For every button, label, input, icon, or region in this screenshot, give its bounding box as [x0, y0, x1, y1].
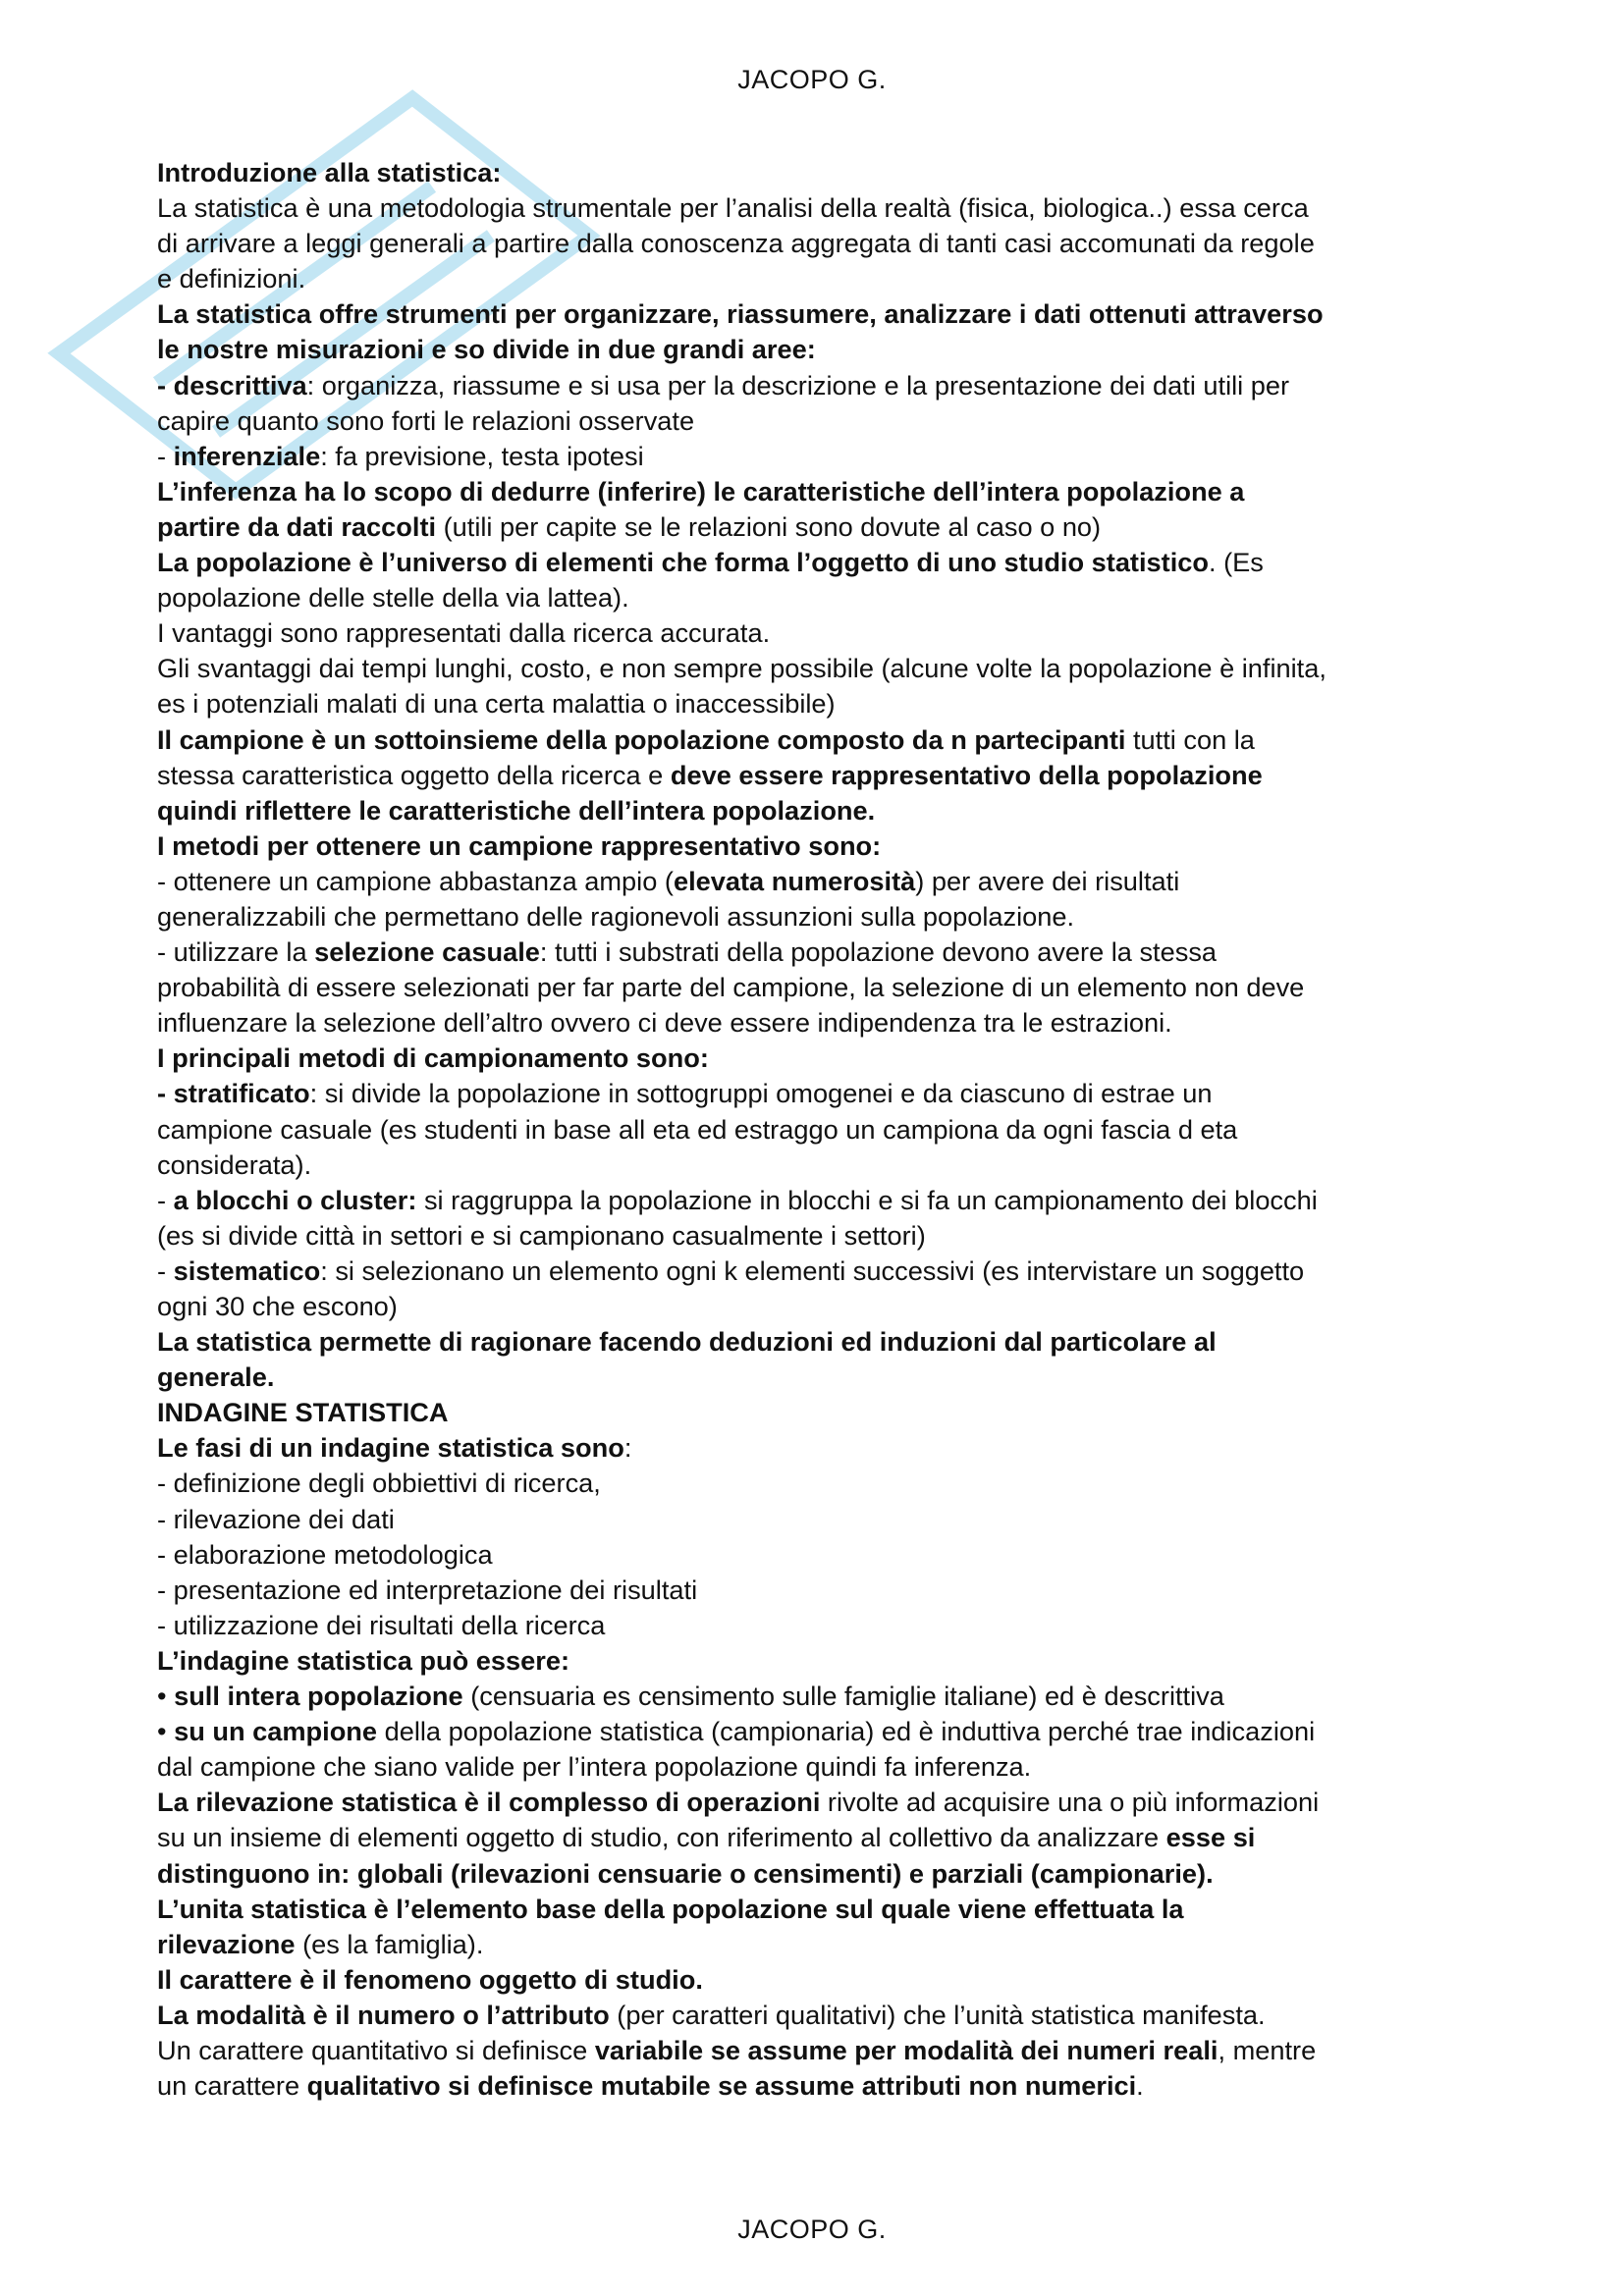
body-text: ogni 30 che escono) — [157, 1291, 398, 1321]
bold-text: rilevazione — [157, 1928, 296, 1959]
bold-text: La statistica offre strumenti per organizzare, riassumere, analizzare i dati ottenuti attraverso — [157, 298, 1324, 330]
text-line — [157, 155, 1492, 190]
bold-text: elevata numerosità — [673, 865, 916, 896]
body-text: su un insieme di elementi oggetto di studio, con riferimento al collettivo da analizzare — [157, 1822, 1166, 1853]
body-text: di arrivare a leggi generali a partire dalla conoscenza aggregata di tanti casi accomunati da regole — [157, 228, 1315, 259]
text-line — [157, 934, 1492, 970]
text-line — [157, 332, 1492, 367]
bold-text: variabile se assume per modalità dei numeri reali — [594, 2034, 1218, 2065]
text-line — [157, 1537, 1492, 1573]
text-line — [157, 828, 1492, 864]
text-line — [157, 1962, 1492, 1998]
bold-text: L’indagine statistica può essere: — [157, 1644, 570, 1676]
body-text: , mentre — [1218, 2034, 1317, 2065]
body-text: rivolte ad acquisire una o più informazioni — [820, 1787, 1320, 1818]
text-line — [157, 296, 1492, 332]
body-text: - presentazione ed interpretazione dei risultati — [157, 1574, 698, 1605]
text-line — [157, 615, 1492, 651]
body-text: un carattere — [157, 2070, 307, 2102]
bold-text: INDAGINE STATISTICA — [157, 1397, 449, 1428]
bold-text: sull intera popolazione — [174, 1681, 463, 1712]
body-text: . — [1136, 2070, 1144, 2102]
bold-text: le nostre misurazioni e so divide in due grandi aree: — [157, 334, 816, 365]
text-line — [157, 1927, 1492, 1962]
bold-text: I metodi per ottenere un campione rappresentativo sono: — [157, 829, 882, 861]
bold-text: sistematico — [173, 1255, 321, 1286]
body-text: es i potenziali malati di una certa malattia o inaccessibile) — [157, 688, 836, 720]
body-text: - — [157, 440, 174, 471]
body-text: . (Es — [1209, 547, 1264, 578]
bold-text: Il carattere è il fenomeno oggetto di studio. — [157, 1963, 703, 1995]
body-text: - rilevazione dei dati — [157, 1503, 395, 1534]
body-text: - utilizzare la — [157, 936, 315, 968]
text-line — [157, 474, 1492, 509]
text-line — [157, 1679, 1492, 1714]
text-line — [157, 1076, 1492, 1111]
body-text: - elaborazione metodologica — [157, 1538, 493, 1570]
body-text: campione casuale (es studenti in base all eta ed estraggo un campiona da ogni fascia d eta — [157, 1113, 1238, 1145]
text-line — [157, 1254, 1492, 1289]
text-line — [157, 1183, 1492, 1218]
body-text: : organizza, riassume e si usa per la descrizione e la presentazione dei dati utili per — [306, 369, 1290, 400]
body-text: (es si divide città in settori e si campionano casualmente i settori) — [157, 1219, 926, 1251]
text-line — [157, 1820, 1492, 1855]
body-text: (per caratteri qualitativi) che l’unità statistica manifesta. — [609, 1999, 1266, 2030]
text-line — [157, 686, 1492, 721]
text-line — [157, 758, 1492, 793]
text-line — [157, 509, 1492, 545]
body-text: si raggruppa la popolazione in blocchi e si fa un campionamento dei blocchi — [416, 1184, 1318, 1215]
text-line — [157, 580, 1492, 615]
body-text: • — [157, 1716, 175, 1747]
text-line — [157, 1643, 1492, 1679]
body-text: considerata). — [157, 1148, 312, 1180]
text-line — [157, 722, 1492, 758]
body-text: popolazione delle stelle della via lattea). — [157, 582, 629, 614]
text-line — [157, 1218, 1492, 1254]
body-text: : fa previsione, testa ipotesi — [320, 440, 644, 471]
text-line — [157, 1502, 1492, 1537]
document-body — [157, 155, 1492, 2104]
text-line — [157, 1856, 1492, 1892]
body-text: - definizione degli obbiettivi di ricerca, — [157, 1468, 601, 1499]
body-text: I vantaggi sono rappresentati dalla ricerca accurata. — [157, 617, 771, 649]
body-text: • — [157, 1681, 175, 1712]
body-text: - utilizzazione dei risultati della ricerca — [157, 1609, 606, 1640]
text-line — [157, 1395, 1492, 1430]
bold-text: su un campione — [174, 1716, 378, 1747]
bold-text: La popolazione è l’universo di elementi che forma l’oggetto di uno studio statistico — [157, 547, 1209, 578]
text-line — [157, 1714, 1492, 1749]
text-line — [157, 864, 1492, 899]
text-line — [157, 368, 1492, 403]
text-line — [157, 545, 1492, 580]
body-text: della popolazione statistica (campionaria) ed è induttiva perché trae indicazioni — [377, 1716, 1316, 1747]
text-line — [157, 1785, 1492, 1820]
body-text: - — [157, 1184, 174, 1215]
bold-text: Introduzione alla statistica: — [157, 157, 502, 187]
body-text: (utili per capite se le relazioni sono dovute al caso o no) — [436, 510, 1102, 542]
text-line — [157, 970, 1492, 1005]
bold-text: deve essere rappresentativo della popolazione — [670, 759, 1263, 790]
body-text: : — [623, 1432, 632, 1464]
text-line — [157, 1466, 1492, 1501]
bold-text: generale. — [157, 1362, 275, 1393]
body-text: tutti con la — [1125, 723, 1255, 755]
bold-text: La statistica permette di ragionare facendo deduzioni ed induzioni dal particolare al — [157, 1326, 1217, 1358]
body-text: stessa caratteristica oggetto della ricerca e — [157, 759, 671, 790]
text-line — [157, 1430, 1492, 1466]
body-text: Un carattere quantitativo si definisce — [157, 2034, 595, 2065]
text-line — [157, 1892, 1492, 1927]
body-text: influenzare la selezione dell’altro ovvero ci deve essere indipendenza tra le estrazioni. — [157, 1007, 1172, 1039]
text-line — [157, 226, 1492, 261]
bold-text: L’unita statistica è l’elemento base della popolazione sul quale viene effettuata la — [157, 1893, 1184, 1924]
text-line — [157, 1324, 1492, 1360]
body-text: (censuaria es censimento sulle famiglie italiane) ed è descrittiva — [462, 1681, 1224, 1712]
body-text: - — [157, 1255, 174, 1286]
bold-text: La modalità è il numero o l’attributo — [157, 1999, 610, 2030]
body-text: : tutti i substrati della popolazione devono avere la stessa — [539, 936, 1218, 968]
header-author: JACOPO G. — [737, 65, 887, 94]
text-line — [157, 1112, 1492, 1148]
text-line — [157, 1360, 1492, 1395]
bold-text: - stratificato — [157, 1078, 310, 1109]
text-line — [157, 899, 1492, 934]
bold-text: - descrittiva — [157, 369, 307, 400]
text-line — [157, 439, 1492, 474]
body-text: : si divide la popolazione in sottogruppi omogenei e da ciascuno di estrae un — [309, 1078, 1213, 1109]
body-text: ) per avere dei risultati — [915, 865, 1180, 896]
text-line — [157, 793, 1492, 828]
body-text: Gli svantaggi dai tempi lunghi, costo, e non sempre possibile (alcune volte la popolazione è infinita, — [157, 653, 1326, 684]
bold-text: selezione casuale — [314, 936, 540, 968]
body-text: (es la famiglia). — [295, 1928, 484, 1959]
text-line — [157, 651, 1492, 686]
text-line — [157, 1148, 1492, 1183]
bold-text: L’inferenza ha lo scopo di dedurre (inferire) le caratteristiche dell’intera popolazione a — [157, 475, 1245, 507]
text-line — [157, 1041, 1492, 1076]
text-line — [157, 190, 1492, 226]
body-text: - ottenere un campione abbastanza ampio ( — [157, 865, 674, 896]
bold-text: distinguono in: globali (rilevazioni censuarie o censimenti) e parziali (campionarie). — [157, 1857, 1214, 1889]
text-line — [157, 2033, 1492, 2068]
bold-text: qualitativo si definisce mutabile se assume attributi non numerici — [306, 2070, 1137, 2102]
footer-author: JACOPO G. — [737, 2215, 887, 2244]
text-line — [157, 1573, 1492, 1608]
bold-text: partire da dati raccolti — [157, 510, 437, 542]
bold-text: La rilevazione statistica è il complesso di operazioni — [157, 1787, 821, 1818]
bold-text: quindi riflettere le caratteristiche dell’intera popolazione. — [157, 794, 876, 826]
body-text: La statistica è una metodologia strumentale per l’analisi della realtà (fisica, biologica..) essa cerca — [157, 192, 1309, 224]
text-line — [157, 1608, 1492, 1643]
bold-text: esse si — [1165, 1822, 1256, 1853]
text-line — [157, 403, 1492, 439]
body-text: generalizzabili che permettano delle ragionevoli assunzioni sulla popolazione. — [157, 900, 1075, 932]
text-line — [157, 261, 1492, 296]
text-line — [157, 1749, 1492, 1785]
text-line — [157, 1998, 1492, 2033]
bold-text: Le fasi di un indagine statistica sono — [157, 1432, 624, 1464]
bold-text: I principali metodi di campionamento sono: — [157, 1042, 709, 1074]
body-text: : si selezionano un elemento ogni k elementi successivi (es intervistare un soggetto — [320, 1255, 1305, 1286]
body-text: dal campione che siano valide per l’intera popolazione quindi fa inferenza. — [157, 1751, 1032, 1783]
text-line — [157, 1289, 1492, 1324]
bold-text: Il campione è un sottoinsieme della popolazione composto da n partecipanti — [157, 723, 1126, 755]
body-text: e definizioni. — [157, 263, 306, 294]
text-line — [157, 1005, 1492, 1041]
body-text: probabilità di essere selezionati per far parte del campione, la selezione di un elemento non deve — [157, 972, 1305, 1003]
text-line — [157, 2068, 1492, 2104]
bold-text: inferenziale — [173, 440, 321, 471]
body-text: capire quanto sono forti le relazioni osservate — [157, 404, 695, 436]
bold-text: a blocchi o cluster: — [173, 1184, 417, 1215]
